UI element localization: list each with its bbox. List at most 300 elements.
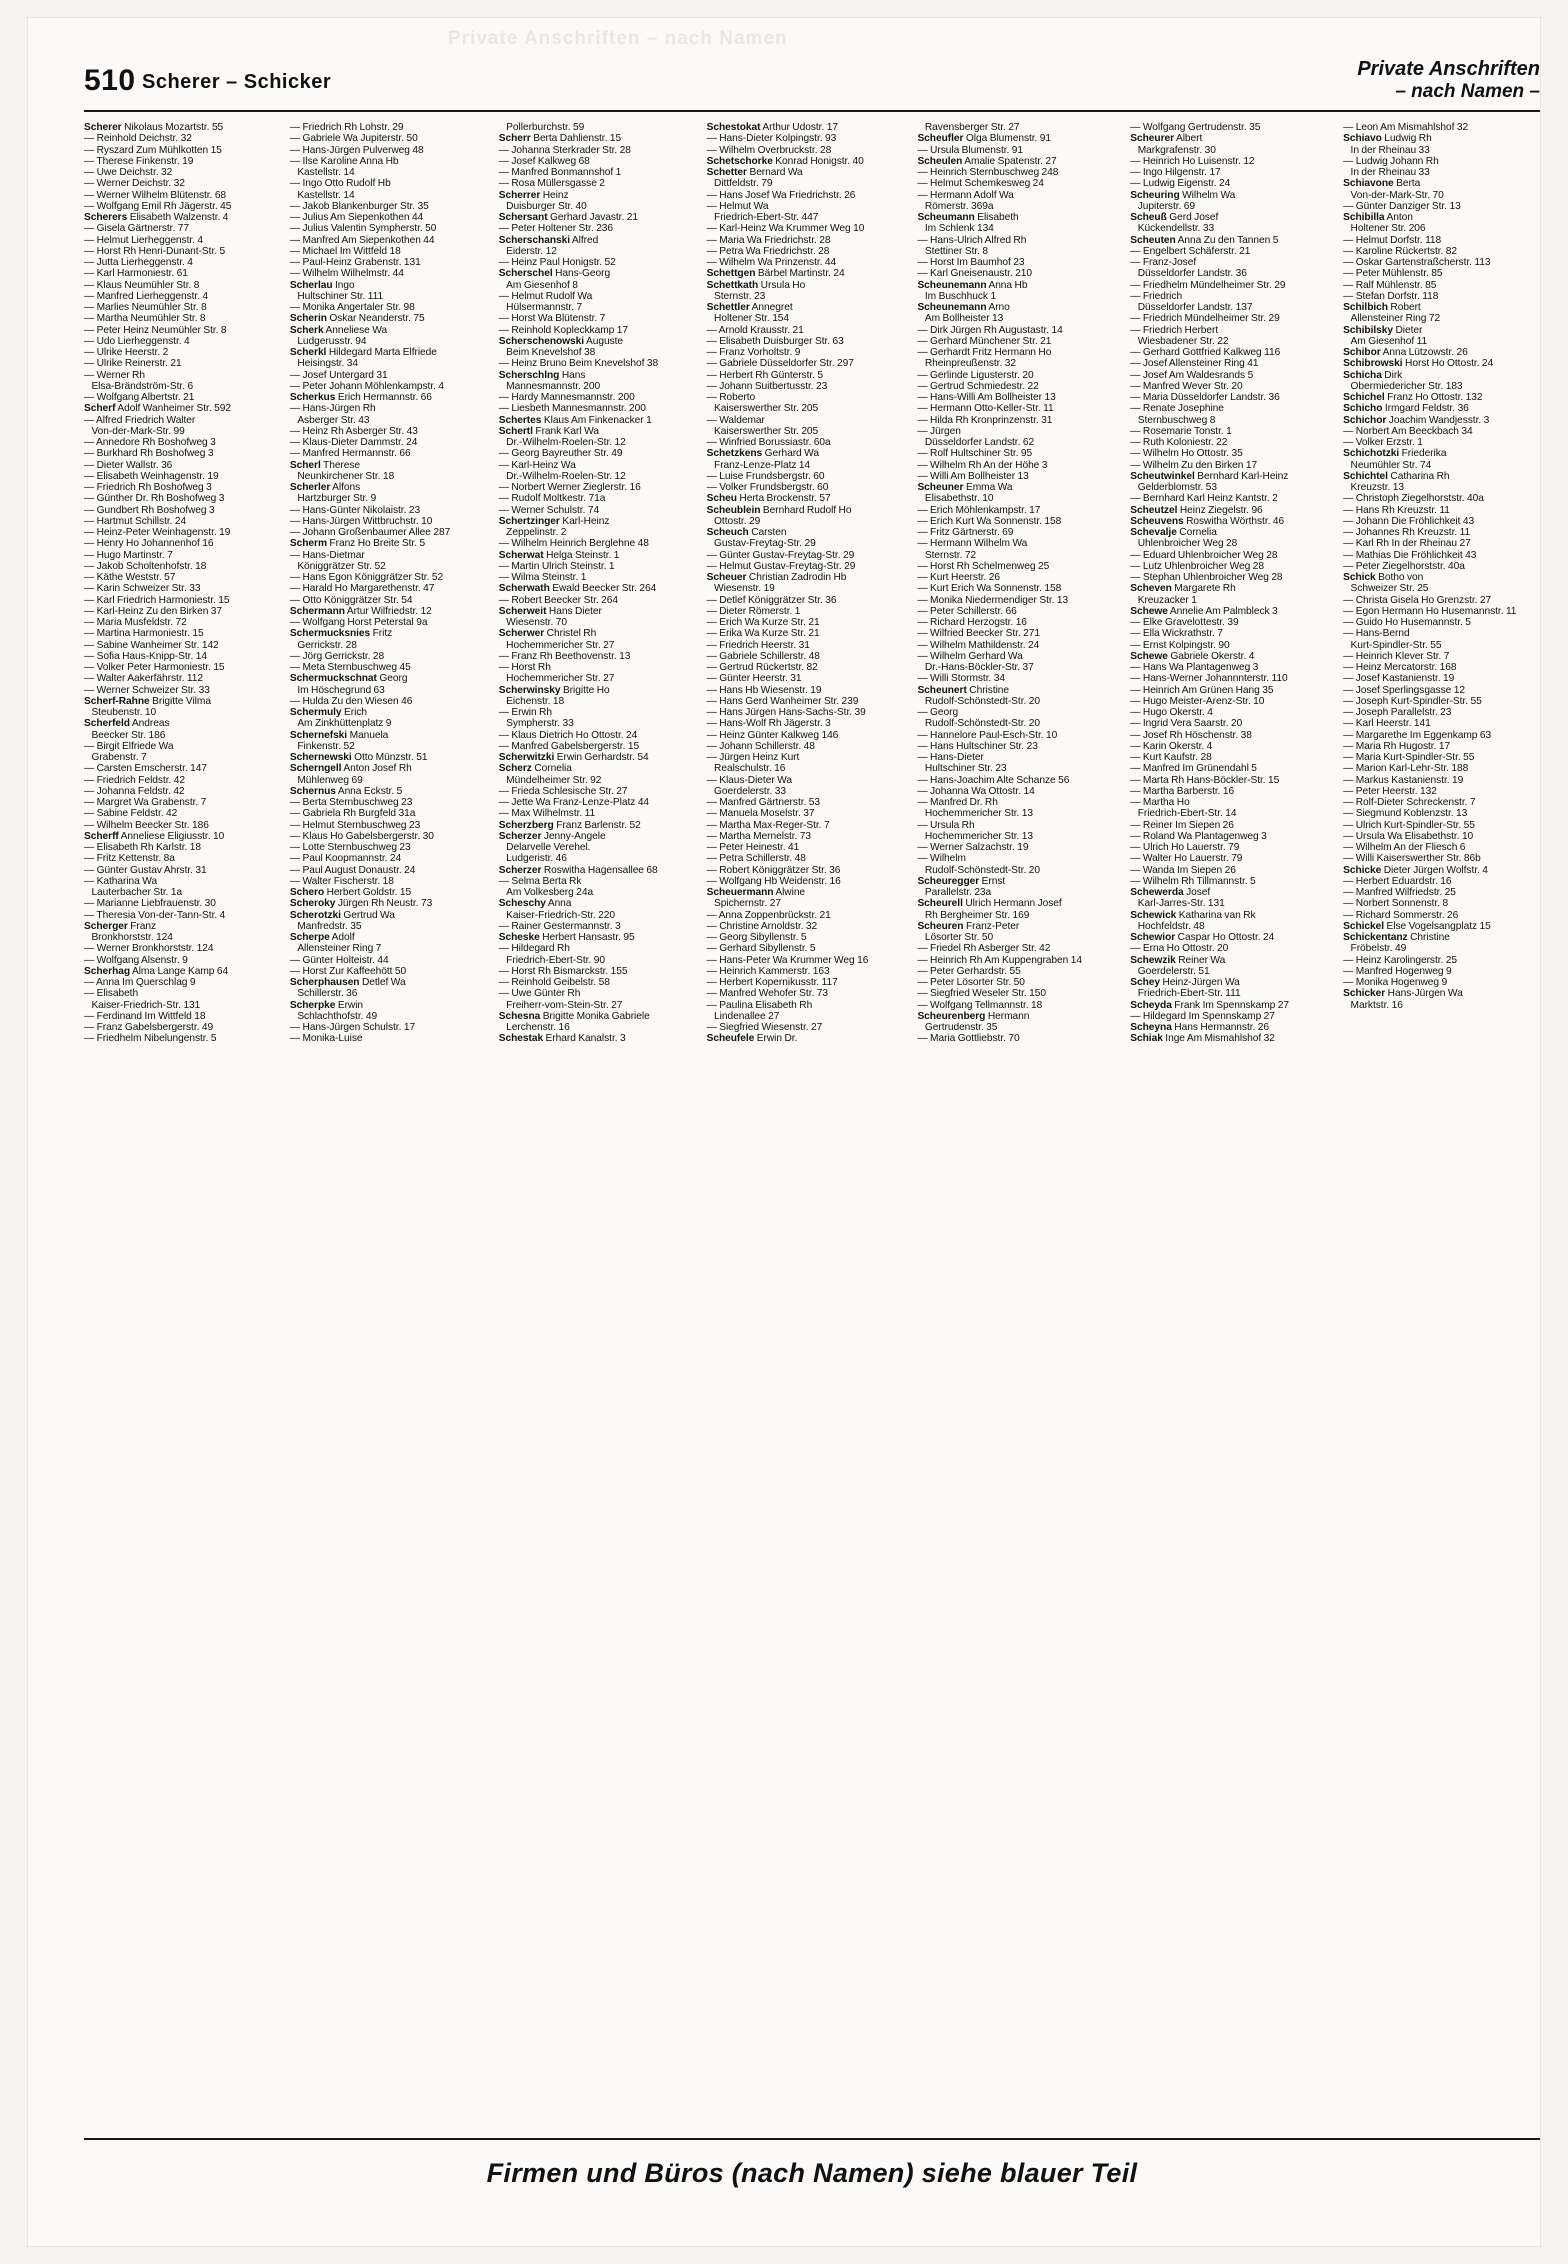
directory-entry: — Wilhelm Wilhelmstr. 44 bbox=[289, 268, 404, 280]
directory-entry: — Wolfgang Albertstr. 21 bbox=[84, 392, 195, 403]
directory-entry: — Hans-Bernd bbox=[1343, 628, 1410, 640]
directory-entry: — Martha Barberstr. 16 bbox=[1130, 785, 1235, 797]
directory-entry: — Peter Johann Möhlenkampstr. 4 bbox=[289, 380, 444, 392]
directory-entry: — Wilhelm Wa Prinzenstr. 44 bbox=[706, 257, 837, 268]
directory-entry: — Rosemarie Tonstr. 1 bbox=[1130, 425, 1232, 437]
directory-entry: Am Bollheister 13 bbox=[917, 313, 1004, 325]
directory-entry: Hartzburger Str. 9 bbox=[289, 493, 377, 505]
directory-entry: Schernefski Manuela bbox=[289, 729, 389, 741]
directory-entry: — Hans-Jürgen Pulverweg 48 bbox=[289, 144, 424, 156]
directory-entry: — Günter Heerstr. 31 bbox=[706, 673, 802, 685]
directory-entry: — Hans-Peter Wa Krummer Weg 16 bbox=[706, 954, 869, 966]
directory-entry: Schiavo Ludwig Rh bbox=[1343, 133, 1432, 145]
directory-entry: Beecker Str. 186 bbox=[84, 729, 166, 741]
directory-entry: Hochfeldstr. 48 bbox=[1130, 920, 1205, 932]
directory-entry: Scherpke Erwin bbox=[289, 999, 364, 1011]
directory-entry: — Guido Ho Husemannstr. 5 bbox=[1343, 617, 1471, 628]
directory-entry: — Volker Peter Harmoniestr. 15 bbox=[84, 662, 225, 673]
directory-entry: Holtener Str. 206 bbox=[1343, 223, 1426, 235]
directory-entry: — Wilhelm Beecker Str. 186 bbox=[84, 819, 209, 831]
directory-entry: — Klaus-Dieter Wa bbox=[706, 774, 792, 786]
directory-entry: — Maria Musfeldstr. 72 bbox=[84, 617, 187, 628]
directory-entry: Rudolf-Schönstedt-Str. 20 bbox=[917, 718, 1040, 730]
directory-entry: — Meta Sternbuschweg 45 bbox=[289, 662, 411, 673]
directory-entry: Scherzer Roswitha Hagensallee 68 bbox=[498, 864, 658, 876]
directory-entry: — Hans-Wolf Rh Jägerstr. 3 bbox=[706, 718, 831, 730]
directory-entry: Scherf Adolf Wanheimer Str. 592 bbox=[84, 403, 231, 415]
directory-entry: Dr.-Wilhelm-Roelen-Str. 12 bbox=[498, 470, 626, 482]
directory-entry: Karl-Jarres-Str. 131 bbox=[1130, 898, 1225, 910]
directory-entry: — Christine Arnoldstr. 32 bbox=[706, 920, 818, 932]
directory-entry: Schestak Erhard Kanalstr. 3 bbox=[498, 1033, 626, 1045]
directory-entry: — Maria Wa Friedrichstr. 28 bbox=[706, 234, 831, 246]
directory-entry: — Werner Rh bbox=[84, 369, 145, 381]
directory-entry: Franz-Lenze-Platz 14 bbox=[706, 459, 811, 471]
directory-entry: Schernewski Otto Münzstr. 51 bbox=[289, 752, 428, 763]
directory-entry: — Mathias Die Fröhlichkeit 43 bbox=[1343, 549, 1477, 561]
directory-entry: — Wilhelm Rh An der Höhe 3 bbox=[917, 459, 1048, 471]
directory-entry: — Heinrich Klever Str. 7 bbox=[1343, 650, 1450, 662]
directory-entry: — Hartmut Schillstr. 24 bbox=[84, 515, 187, 527]
directory-entry: Stettiner Str. 8 bbox=[917, 245, 989, 257]
directory-entry: — Friedrich Mündelheimer Str. 29 bbox=[1130, 313, 1280, 325]
directory-entry: — Theresia Von-der-Tann-Str. 4 bbox=[84, 909, 226, 921]
directory-entry: Schetzkens Gerhard Wa bbox=[706, 448, 819, 460]
directory-entry: — Ludwig Eigenstr. 24 bbox=[1130, 178, 1231, 190]
directory-entry: — Reinhold Kopleckkamp 17 bbox=[498, 324, 628, 336]
directory-entry: — Martha Ho bbox=[1130, 797, 1190, 808]
directory-entry: Scheunemann Anna Hb bbox=[917, 279, 1028, 291]
directory-entry: Hochemmericher Str. 13 bbox=[917, 830, 1034, 842]
header-section-line1: Private Anschriften bbox=[1357, 58, 1540, 80]
directory-entry: — Wilfried Beecker Str. 271 bbox=[917, 628, 1041, 640]
directory-entry: Zeppelinstr. 2 bbox=[498, 527, 567, 538]
directory-entry: — Rosa Müllersgasse 2 bbox=[498, 178, 605, 190]
directory-entry: — Anna Zoppenbrückstr. 21 bbox=[706, 909, 831, 921]
directory-entry: — Manfred Hermannstr. 66 bbox=[289, 448, 411, 460]
directory-entry: Scherff Anneliese Eligiusstr. 10 bbox=[84, 830, 225, 842]
directory-entry: — Werner Bronkhorststr. 124 bbox=[84, 943, 214, 955]
directory-entry: — Robert Königgrätzer Str. 36 bbox=[706, 864, 841, 876]
directory-entry: — Uwe Deichstr. 32 bbox=[84, 167, 173, 178]
directory-entry: Schertes Klaus Am Finkenacker 1 bbox=[498, 414, 652, 426]
directory-entry: — Helmut Schemkesweg 24 bbox=[917, 178, 1044, 190]
directory-entry: — Alfred Friedrich Walter bbox=[84, 414, 196, 426]
directory-entry: — Harald Ho Margarethenstr. 47 bbox=[289, 583, 435, 595]
directory-entry: — Käthe Weststr. 57 bbox=[84, 572, 176, 583]
directory-entry: Hultschiner Str. 23 bbox=[917, 763, 1007, 775]
directory-entry: — Karl Gneisenaustr. 210 bbox=[917, 268, 1032, 280]
directory-entry: Schernus Anna Eckstr. 5 bbox=[289, 785, 403, 797]
directory-entry: — Liesbeth Mannesmannstr. 200 bbox=[498, 403, 646, 415]
directory-entry: — Wilhelm An der Fliesch 6 bbox=[1343, 842, 1466, 853]
directory-entry: — Rudolf Moltkestr. 71a bbox=[498, 493, 606, 505]
directory-entry: — Horst Rh Schelmenweg 25 bbox=[917, 560, 1050, 572]
directory-entry: Lösorter Str. 50 bbox=[917, 932, 994, 943]
directory-entry: Scherschenowski Auguste bbox=[498, 335, 624, 347]
directory-entry: Königgrätzer Str. 52 bbox=[289, 560, 386, 572]
directory-entry: Schermann Artur Wilfriedstr. 12 bbox=[289, 605, 432, 617]
directory-entry: Scherger Franz bbox=[84, 920, 157, 932]
directory-entry: — Johanna Wa Ottostr. 14 bbox=[917, 785, 1035, 797]
directory-entry: — Erwin Rh bbox=[498, 707, 552, 718]
directory-entry: — Ingo Otto Rudolf Hb bbox=[289, 178, 391, 190]
directory-entry: Schlachthofstr. 49 bbox=[289, 1010, 378, 1022]
directory-entry: — Michael Im Wittfeld 18 bbox=[289, 245, 401, 257]
directory-entry: — Richard Herzogstr. 16 bbox=[917, 617, 1027, 628]
directory-entry: — Werner Schweizer Str. 33 bbox=[84, 684, 210, 696]
directory-entry: — Gerlinde Ligusterstr. 20 bbox=[917, 369, 1034, 381]
directory-entry: — Horst Zur Kaffeehött 50 bbox=[289, 965, 407, 977]
directory-entry: — Helmut Lierheggenstr. 4 bbox=[84, 234, 204, 246]
directory-entry: — Gertrud Rückertstr. 82 bbox=[706, 662, 818, 673]
directory-entry: Hochemmericher Str. 13 bbox=[917, 808, 1034, 820]
directory-entry: Scherfeld Andreas bbox=[84, 718, 170, 730]
directory-entry: — Maria Gottliebstr. 70 bbox=[917, 1033, 1020, 1045]
directory-entry: — Marlies Neumühler Str. 8 bbox=[84, 302, 207, 313]
directory-entry: Römerstr. 369a bbox=[917, 200, 994, 212]
directory-entry: Scheurell Ulrich Hermann Josef bbox=[917, 898, 1062, 910]
directory-entry: — Hans-Dieter Kolpingstr. 93 bbox=[706, 133, 837, 145]
directory-entry: Scheuren Franz-Peter bbox=[917, 920, 1020, 932]
directory-entry: — Paul Koopmannstr. 24 bbox=[289, 853, 402, 865]
directory-entry: Schero Herbert Goldstr. 15 bbox=[289, 887, 412, 898]
directory-entry: — Franz-Josef bbox=[1130, 257, 1197, 268]
directory-entry: — Hans-Jürgen Rh bbox=[289, 403, 376, 415]
directory-entry: — Paul August Donaustr. 24 bbox=[289, 864, 416, 876]
directory-entry: Finkenstr. 52 bbox=[289, 740, 355, 752]
directory-entry: — Ulrich Ho Lauerstr. 79 bbox=[1130, 842, 1240, 853]
directory-entry: Scheurer Albert bbox=[1130, 133, 1203, 145]
directory-entry: Mündelheimer Str. 92 bbox=[498, 774, 602, 786]
directory-entry: — Roland Wa Plantagenweg 3 bbox=[1130, 830, 1267, 842]
directory-entry: Dr.-Wilhelm-Roelen-Str. 12 bbox=[498, 437, 626, 448]
directory-entry: — Peter Heerstr. 132 bbox=[1343, 785, 1437, 797]
directory-entry: — Ludwig Johann Rh bbox=[1343, 155, 1439, 167]
directory-entry: Rheinpreußenstr. 32 bbox=[917, 358, 1016, 370]
directory-entry: — Rainer Gestermannstr. 3 bbox=[498, 920, 621, 932]
directory-entry: Scherrer Heinz bbox=[498, 189, 569, 201]
directory-entry: — Manfred Bonmannshof 1 bbox=[498, 167, 622, 178]
directory-entry: — Georg Sibyllenstr. 5 bbox=[706, 932, 807, 943]
directory-entry: — Wilhelm Zu den Birken 17 bbox=[1130, 459, 1258, 471]
directory-entry: — Peter Holtener Str. 236 bbox=[498, 223, 613, 235]
directory-entry: Neunkirchener Str. 18 bbox=[289, 470, 395, 482]
directory-entry: Sternstr. 72 bbox=[917, 549, 977, 561]
directory-entry: — Maria Kurt-Spindler-Str. 55 bbox=[1343, 752, 1475, 763]
directory-entry: — Hulda Zu den Wiesen 46 bbox=[289, 695, 413, 707]
directory-entry: Rudolf-Schönstedt-Str. 20 bbox=[917, 864, 1040, 876]
directory-entry: — Manfred Hogenweg 9 bbox=[1343, 965, 1452, 977]
directory-entry: — Wolfgang Gertrudenstr. 35 bbox=[1130, 122, 1261, 133]
directory-entry: Scheuer Christian Zadrodin Hb bbox=[706, 572, 847, 583]
directory-entry: — Herbert Eduardstr. 16 bbox=[1343, 875, 1452, 887]
directory-entry: — Wolfgang Emil Rh Jägerstr. 45 bbox=[84, 200, 232, 212]
directory-entry: — Hannelore Paul-Esch-Str. 10 bbox=[917, 729, 1058, 741]
directory-entry: Kaiserswerther Str. 205 bbox=[706, 425, 819, 437]
directory-entry: — Helmut Dorfstr. 118 bbox=[1343, 234, 1442, 246]
directory-entry: Schewior Caspar Ho Ottostr. 24 bbox=[1130, 932, 1275, 943]
directory-entry: — Birgit Elfriede Wa bbox=[84, 740, 174, 752]
directory-entry: Beim Knevelshof 38 bbox=[498, 347, 596, 358]
directory-entry: — Martha Max-Reger-Str. 7 bbox=[706, 819, 830, 831]
directory-entry: Am Volkesberg 24a bbox=[498, 887, 594, 898]
directory-entry: In der Rheinau 33 bbox=[1343, 144, 1430, 156]
directory-entry: — Siegfried Weseler Str. 150 bbox=[917, 988, 1047, 1000]
directory-entry: — Oskar Gartenstraßcherstr. 113 bbox=[1343, 257, 1491, 268]
directory-entry: Schettler Annegret bbox=[706, 302, 793, 313]
page-paper bbox=[28, 18, 1540, 2246]
directory-entry: Schickentanz Christine bbox=[1343, 932, 1450, 943]
directory-entry: Schickel Else Vogelsangplatz 15 bbox=[1343, 920, 1491, 932]
directory-entry: — Peter Heinz Neumühler Str. 8 bbox=[84, 324, 227, 336]
directory-entry: — Hans Hb Wiesenstr. 19 bbox=[706, 684, 822, 696]
directory-entry: Scherotzki Gertrud Wa bbox=[289, 909, 395, 921]
directory-entry: Schermucksnies Fritz bbox=[289, 628, 393, 640]
directory-entry: — Hilda Rh Kronprinzenstr. 31 bbox=[917, 414, 1053, 426]
directory-entry: — Herbert Rh Günterstr. 5 bbox=[706, 369, 824, 381]
directory-entry: Wiesenstr. 70 bbox=[498, 617, 567, 628]
directory-entry: Marktstr. 16 bbox=[1343, 999, 1403, 1011]
directory-entry: — Friedrich Rh Lohstr. 29 bbox=[289, 122, 404, 133]
directory-entry: Kurt-Spindler-Str. 55 bbox=[1343, 639, 1442, 651]
directory-entry: — Heinrich Rh Am Kuppengraben 14 bbox=[917, 954, 1082, 966]
directory-entry: Scherwat Helga Steinstr. 1 bbox=[498, 549, 620, 561]
directory-entry: — Karl-Heinz Zu den Birken 37 bbox=[84, 605, 223, 617]
directory-entry: Hülsermannstr. 7 bbox=[498, 302, 583, 313]
directory-entry: — Ralf Mühlenstr. 85 bbox=[1343, 279, 1437, 291]
directory-entry: — Renate Josephine bbox=[1130, 403, 1224, 415]
directory-entry: Scherzberg Franz Barlenstr. 52 bbox=[498, 819, 641, 831]
directory-entry: — Hans-Günter Nikolaistr. 23 bbox=[289, 504, 421, 516]
directory-entry: Kastellstr. 14 bbox=[289, 189, 355, 201]
directory-entry: — Dieter Wallstr. 36 bbox=[84, 459, 173, 471]
directory-entry: Scheuring Wilhelm Wa bbox=[1130, 189, 1236, 201]
directory-entry: Spichernstr. 27 bbox=[706, 898, 781, 910]
footer-rule bbox=[84, 2138, 1540, 2140]
directory-entry: — Maria Rh Hugostr. 17 bbox=[1343, 740, 1451, 752]
directory-entry: Scherschel Hans-Georg bbox=[498, 268, 611, 280]
directory-entry: Schiak Inge Am Mismahlshof 32 bbox=[1130, 1033, 1275, 1045]
directory-entry: — Walter Aakerfährstr. 112 bbox=[84, 673, 203, 685]
directory-entry: Schertzinger Karl-Heinz bbox=[498, 515, 610, 527]
directory-entry: — Günter Holteistr. 44 bbox=[289, 954, 389, 966]
directory-entry: — Karl-Heinz Wa bbox=[498, 459, 576, 471]
directory-entry: Schersant Gerhard Javastr. 21 bbox=[498, 212, 638, 223]
directory-entry: — Horst Im Baumhof 23 bbox=[917, 257, 1025, 268]
directory-entry: Realschulstr. 16 bbox=[706, 763, 786, 775]
directory-entry: — Karl Rh In der Rheinau 27 bbox=[1343, 538, 1471, 550]
directory-entry: — Wilhelm Ho Ottostr. 35 bbox=[1130, 448, 1243, 460]
directory-entry: Jupiterstr. 69 bbox=[1130, 200, 1196, 212]
directory-entry: Lerchenstr. 16 bbox=[498, 1022, 570, 1033]
directory-entry: Fröbelstr. 49 bbox=[1343, 943, 1407, 955]
directory-entry: — Erna Ho Ottostr. 20 bbox=[1130, 943, 1229, 955]
directory-entry: — Marianne Liebfrauenstr. 30 bbox=[84, 898, 216, 910]
directory-entry: — Ernst Kolpingstr. 90 bbox=[1130, 639, 1230, 651]
directory-entry: Schestokat Arthur Udostr. 17 bbox=[706, 122, 838, 133]
directory-entry: Scheulen Amalie Spatenstr. 27 bbox=[917, 155, 1057, 167]
directory-entry: Scherf-Rahne Brigitte Vilma bbox=[84, 695, 211, 707]
directory-entry: Scheurenberg Hermann bbox=[917, 1010, 1030, 1022]
directory-entry: — Jette Wa Franz-Lenze-Platz 44 bbox=[498, 797, 650, 808]
directory-entry: Am Giesenhof 8 bbox=[498, 279, 578, 291]
directory-entry: — Karl-Heinz Wa Krummer Weg 10 bbox=[706, 223, 865, 235]
directory-entry: — Rolf Hultschiner Str. 95 bbox=[917, 448, 1033, 460]
directory-entry: — Christoph Ziegelhorststr. 40a bbox=[1343, 493, 1484, 505]
directory-entry: — Wilhelm Heinrich Berglehne 48 bbox=[498, 538, 649, 550]
directory-entry: — Karl Heerstr. 141 bbox=[1343, 718, 1431, 730]
directory-entry: — Peter Gerhardstr. 55 bbox=[917, 965, 1021, 977]
directory-entry: — Gerhard Münchener Str. 21 bbox=[917, 335, 1052, 347]
directory-entry: — Waldemar bbox=[706, 414, 765, 426]
directory-entry: — Peter Ziegelhorststr. 40a bbox=[1343, 560, 1465, 572]
directory-entry: — Hans Gerd Wanheimer Str. 239 bbox=[706, 695, 859, 707]
directory-entry: Kastellstr. 14 bbox=[289, 167, 355, 178]
directory-entry: — Katharina Wa bbox=[84, 875, 158, 887]
directory-entry: — Johann Suitbertusstr. 23 bbox=[706, 380, 828, 392]
directory-entry: — Reinhold Deichstr. 32 bbox=[84, 133, 192, 145]
directory-entry: Elisabethstr. 10 bbox=[917, 493, 994, 505]
directory-entry: — Friedel Rh Asberger Str. 42 bbox=[917, 943, 1051, 955]
directory-entry: — Willi Am Bollheister 13 bbox=[917, 470, 1029, 482]
directory-entry: — Therese Finkenstr. 19 bbox=[84, 155, 194, 167]
directory-entry: — Manfred Wever Str. 20 bbox=[1130, 380, 1243, 392]
directory-entry: Gertrudenstr. 35 bbox=[917, 1022, 998, 1033]
directory-entry: Schichtel Catharina Rh bbox=[1343, 470, 1450, 482]
directory-entry: — Heinz Rh Asberger Str. 43 bbox=[289, 425, 418, 437]
directory-entry: — Siegfried Wiesenstr. 27 bbox=[706, 1022, 823, 1033]
directory-entry: Scheuermann Alwine bbox=[706, 887, 806, 898]
directory-entry: Mühlenweg 69 bbox=[289, 774, 363, 786]
directory-entry: — Heinrich Ho Luisenstr. 12 bbox=[1130, 155, 1255, 167]
directory-column-3 bbox=[499, 122, 705, 2132]
directory-entry: — Hugo Meister-Arenz-Str. 10 bbox=[1130, 695, 1265, 707]
directory-entry: Dittfeldstr. 79 bbox=[706, 178, 773, 190]
directory-entry: — Wilhelm Overbruckstr. 28 bbox=[706, 144, 832, 156]
directory-entry: — Franz Gabelsbergerstr. 49 bbox=[84, 1022, 214, 1033]
directory-entry: — Jakob Blankenburger Str. 35 bbox=[289, 200, 429, 212]
directory-entry: — Marta Rh Hans-Böckler-Str. 15 bbox=[1130, 774, 1280, 786]
directory-entry: Hultschiner Str. 111 bbox=[289, 290, 384, 302]
directory-entry: — Friedhelm Nibelungenstr. 5 bbox=[84, 1033, 217, 1045]
directory-entry: — Jürgen Heinz Kurt bbox=[706, 752, 800, 763]
directory-entry: Mannesmannstr. 200 bbox=[498, 380, 601, 392]
directory-entry: — Rolf-Dieter Schreckenstr. 7 bbox=[1343, 797, 1476, 808]
directory-entry: — Ilse Karoline Anna Hb bbox=[289, 155, 399, 167]
directory-entry: — Dieter Römerstr. 1 bbox=[706, 605, 801, 617]
directory-entry: — Helmut Gustav-Freytag-Str. 29 bbox=[706, 560, 856, 572]
directory-entry: — Norbert Am Beeckbach 34 bbox=[1343, 425, 1473, 437]
directory-entry: Duisburger Str. 40 bbox=[498, 200, 587, 212]
directory-entry: — Martin Ulrich Steinstr. 1 bbox=[498, 560, 615, 572]
directory-entry: — Hans-Joachim Alte Schanze 56 bbox=[917, 774, 1070, 786]
directory-entry: Scheumann Elisabeth bbox=[917, 212, 1019, 223]
directory-entry: — Georg bbox=[917, 707, 959, 718]
directory-entry: Düsseldorfer Landstr. 137 bbox=[1130, 302, 1253, 313]
directory-entry: — Günther Dr. Rh Boshofweg 3 bbox=[84, 493, 225, 505]
directory-entry: — Johannes Rh Kreuzstr. 11 bbox=[1343, 527, 1471, 538]
directory-entry: — Udo Lierheggenstr. 4 bbox=[84, 335, 190, 347]
directory-entry: — Ingrid Vera Saarstr. 20 bbox=[1130, 718, 1243, 730]
directory-entry: Schicker Hans-Jürgen Wa bbox=[1343, 988, 1463, 1000]
directory-entry: — Hildegard Im Spennskamp 27 bbox=[1130, 1010, 1275, 1022]
directory-entry: Eiderstr. 12 bbox=[498, 245, 557, 257]
directory-entry: — Monika Hogenweg 9 bbox=[1343, 977, 1448, 988]
directory-entry: — Horst Rh Bismarckstr. 155 bbox=[498, 965, 628, 977]
directory-entry: — Josef Kastanienstr. 19 bbox=[1343, 673, 1455, 685]
directory-entry: — Erich Möhlenkampstr. 17 bbox=[917, 504, 1041, 516]
directory-entry: — Jutta Lierheggenstr. 4 bbox=[84, 257, 193, 268]
directory-entry: Schweizer Str. 25 bbox=[1343, 583, 1429, 595]
directory-entry: — Johanna Sterkrader Str. 28 bbox=[498, 144, 631, 156]
directory-entry: — Horst Rh Henri-Dunant-Str. 5 bbox=[84, 245, 226, 257]
directory-entry: Schewerda Josef bbox=[1130, 887, 1211, 898]
directory-entry: — Ursula Blumenstr. 91 bbox=[917, 144, 1024, 156]
directory-entry: Schey Heinz-Jürgen Wa bbox=[1130, 977, 1240, 988]
directory-entry: Scheutzel Heinz Ziegelstr. 96 bbox=[1130, 504, 1263, 516]
directory-entry: — Manfred Am Siepenkothen 44 bbox=[289, 234, 435, 246]
directory-entry: — Julius Am Siepenkothen 44 bbox=[289, 212, 424, 223]
directory-entry: — Paul-Heinz Grabenstr. 131 bbox=[289, 257, 421, 268]
directory-entry: — Henry Ho Johannenhof 16 bbox=[84, 538, 214, 550]
directory-entry: Scheu Herta Brockenstr. 57 bbox=[706, 493, 831, 505]
directory-entry: — Manfred Gärtnerstr. 53 bbox=[706, 797, 820, 808]
directory-entry: Kaiser-Friedrich-Str. 220 bbox=[498, 909, 616, 921]
directory-entry: Ludgerusstr. 94 bbox=[289, 335, 367, 347]
directory-entry: — Heinz Mercatorstr. 168 bbox=[1343, 662, 1457, 673]
directory-entry: — Friedrich Feldstr. 42 bbox=[84, 774, 185, 786]
directory-column-4 bbox=[707, 122, 916, 2132]
directory-entry: — Gerhard Sibyllenstr. 5 bbox=[706, 943, 816, 955]
directory-entry: — Heinz Karolingerstr. 25 bbox=[1343, 954, 1458, 966]
directory-entry: — Lotte Sternbuschweg 23 bbox=[289, 842, 411, 853]
directory-entry: Im Schlenk 134 bbox=[917, 223, 994, 235]
directory-entry: — Gerhard Gottfried Kalkweg 116 bbox=[1130, 347, 1281, 358]
directory-entry: — Martina Harmoniestr. 15 bbox=[84, 628, 204, 640]
directory-entry: Scheuten Anna Zu den Tannen 5 bbox=[1130, 234, 1279, 246]
directory-entry: — Heinrich Kammerstr. 163 bbox=[706, 965, 830, 977]
directory-entry: — Martha Neumühler Str. 8 bbox=[84, 313, 206, 325]
directory-entry: — Maria Düsseldorfer Landstr. 36 bbox=[1130, 392, 1280, 403]
directory-entry: — Josef Kalkweg 68 bbox=[498, 155, 590, 167]
directory-entry: Sternstr. 23 bbox=[706, 290, 766, 302]
directory-entry: Schibrowski Horst Ho Ottostr. 24 bbox=[1343, 358, 1494, 370]
directory-entry: — Horst Wa Blütenstr. 7 bbox=[498, 313, 606, 325]
directory-entry: Scherwinsky Brigitte Ho bbox=[498, 684, 610, 696]
header-section-line2: – nach Namen – bbox=[1395, 81, 1540, 102]
directory-entry: — Uwe Günter Rh bbox=[498, 988, 581, 1000]
directory-entry: — Horst Rh bbox=[498, 662, 551, 673]
directory-entry: Schiavone Berta bbox=[1343, 178, 1421, 190]
directory-entry: Scherwer Christel Rh bbox=[498, 628, 597, 640]
directory-entry: — Ella Wickrathstr. 7 bbox=[1130, 628, 1223, 640]
directory-entry: — Detlef Königgrätzer Str. 36 bbox=[706, 594, 837, 606]
directory-entry: — Stephan Uhlenbroicher Weg 28 bbox=[1130, 572, 1283, 583]
directory-entry: Sympherstr. 33 bbox=[498, 718, 574, 730]
directory-entry: Schesna Brigitte Monika Gabriele bbox=[498, 1010, 650, 1022]
directory-entry: Ludgeristr. 46 bbox=[498, 853, 567, 865]
directory-entry: — Klaus-Dieter Dammstr. 24 bbox=[289, 437, 418, 448]
directory-entry: — Hans Josef Wa Friedrichstr. 26 bbox=[706, 189, 856, 201]
directory-entry: Scherer Nikolaus Mozartstr. 55 bbox=[84, 122, 224, 133]
directory-column-1 bbox=[84, 122, 288, 2132]
directory-entry: — Sabine Feldstr. 42 bbox=[84, 808, 178, 820]
directory-entry: — Ulrich Kurt-Spindler-Str. 55 bbox=[1343, 819, 1475, 831]
directory-entry: — Wanda Im Siepen 26 bbox=[1130, 864, 1236, 876]
directory-entry: Schettkath Ursula Ho bbox=[706, 279, 806, 291]
directory-entry: — Reiner Im Siepen 26 bbox=[1130, 819, 1234, 831]
